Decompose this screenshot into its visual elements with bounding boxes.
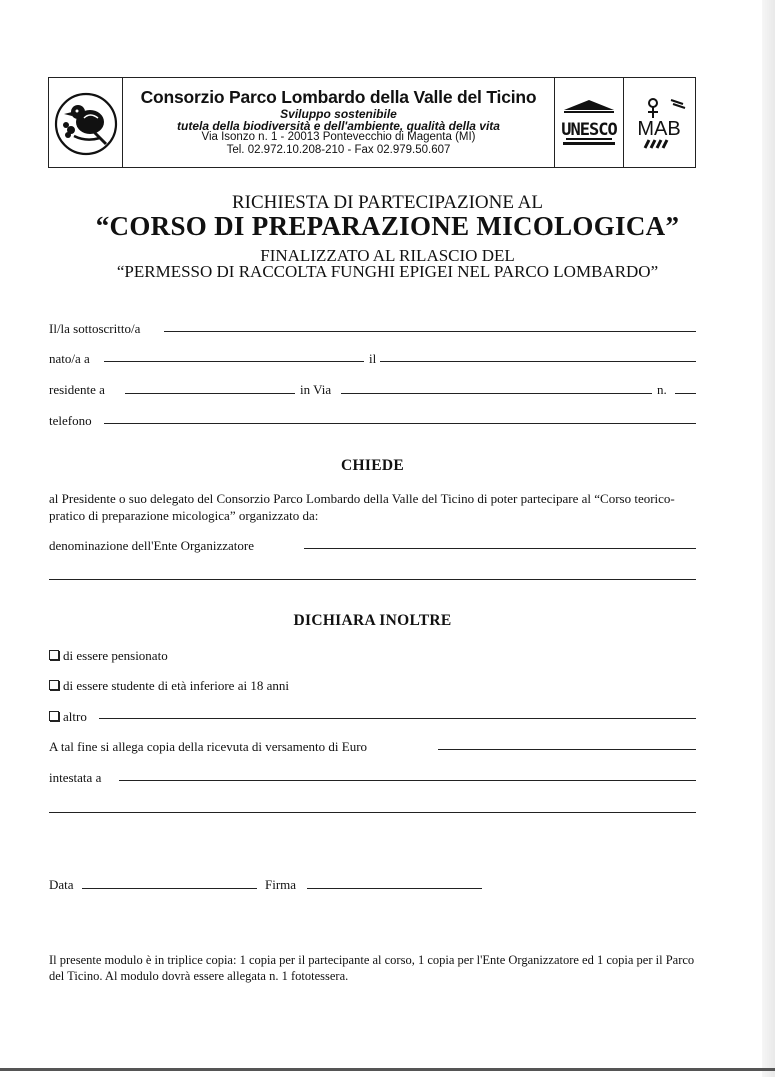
scan-edge xyxy=(762,0,775,1077)
org-subtitle-2: tutela della biodiversità e dell'ambiente, qualità della vita xyxy=(177,119,500,133)
org-name: Consorzio Parco Lombardo della Valle del Ticino xyxy=(140,87,537,107)
option-studente-label: di essere studente di età inferiore ai 18 anni xyxy=(63,678,289,693)
field-nato[interactable] xyxy=(104,361,364,362)
label-via: in Via xyxy=(300,382,332,397)
label-numero: n. xyxy=(657,382,667,397)
field-numero[interactable] xyxy=(675,393,696,394)
option-pensionato-label: di essere pensionato xyxy=(63,648,168,663)
org-address: Via Isonzo n. 1 - 20013 Pontevecchio di Magenta (MI) xyxy=(201,131,476,143)
org-phone: Tel. 02.972.10.208-210 - Fax 02.979.50.607 xyxy=(226,144,451,156)
mab-logo-icon xyxy=(631,96,689,152)
label-residente: residente a xyxy=(49,382,105,397)
title-line-3: FINALIZZATO AL RILASCIO DEL xyxy=(260,246,515,265)
field-telefono[interactable] xyxy=(104,423,696,424)
letterhead xyxy=(48,77,696,168)
heading-dichiara-text: DICHIARA INOLTRE xyxy=(293,612,452,629)
checkbox-pensionato[interactable] xyxy=(49,650,59,660)
footer-note: Il presente modulo è in triplice copia: 1 copia per il partecipante al corso, 1 copia per l'Ente Organizzatore ed 1 copia per il Parco del Ticino. Al modulo dovrà essere allegata n. 1 fototessera. xyxy=(49,953,695,983)
field-firma[interactable] xyxy=(307,888,482,889)
heading-chiede: CHIEDE xyxy=(341,457,404,474)
letterhead-divider xyxy=(623,78,624,167)
scan-bottom-edge xyxy=(0,1068,775,1071)
option-altro[interactable] xyxy=(49,709,87,725)
unesco-logo-text: UNESCO xyxy=(561,120,617,140)
field-via[interactable] xyxy=(341,393,652,394)
letterhead-divider xyxy=(554,78,555,167)
park-logo-icon xyxy=(54,92,118,156)
field-sottoscritto[interactable] xyxy=(164,331,696,332)
field-denominazione-cont[interactable] xyxy=(49,579,696,580)
label-nato: nato/a a xyxy=(49,351,90,366)
label-allega: A tal fine si allega copia della ricevuta di versamento di Euro xyxy=(49,739,368,754)
title-line-4: “PERMESSO DI RACCOLTA FUNGHI EPIGEI NEL PARCO LOMBARDO” xyxy=(116,262,659,281)
heading-dichiara xyxy=(0,612,745,630)
option-pensionato[interactable] xyxy=(49,648,168,664)
chiede-text: al Presidente o suo delegato del Consorzio Parco Lombardo della Valle del Ticino di poter partecipare al “Corso teorico-pratico di preparazione micologica” organizzato da: xyxy=(49,491,675,523)
label-denominazione: denominazione dell'Ente Organizzatore xyxy=(49,538,254,553)
field-data[interactable] xyxy=(82,888,257,889)
label-intestata: intestata a xyxy=(49,770,102,785)
unesco-logo-icon xyxy=(560,98,618,148)
label-data: Data xyxy=(49,877,74,892)
label-telefono: telefono xyxy=(49,413,92,428)
checkbox-altro[interactable] xyxy=(49,711,59,721)
field-euro[interactable] xyxy=(438,749,696,750)
option-studente[interactable] xyxy=(49,678,289,694)
field-intestata-cont[interactable] xyxy=(49,812,696,813)
field-altro[interactable] xyxy=(99,718,696,719)
label-sottoscritto: Il/la sottoscritto/a xyxy=(49,321,141,336)
option-altro-label: altro xyxy=(63,709,87,724)
checkbox-studente[interactable] xyxy=(49,680,59,690)
field-intestata[interactable] xyxy=(119,780,696,781)
field-denominazione[interactable] xyxy=(304,548,696,549)
mab-logo-text: MAB xyxy=(637,118,681,140)
field-residente[interactable] xyxy=(125,393,295,394)
title-main: “CORSO DI PREPARAZIONE MICOLOGICA” xyxy=(95,211,680,241)
field-data-nascita[interactable] xyxy=(380,361,696,362)
org-subtitle: Sviluppo sostenibile xyxy=(280,107,397,121)
label-il: il xyxy=(369,351,377,366)
label-firma: Firma xyxy=(265,877,297,892)
title-line-1: RICHIESTA DI PARTECIPAZIONE AL xyxy=(231,192,544,213)
